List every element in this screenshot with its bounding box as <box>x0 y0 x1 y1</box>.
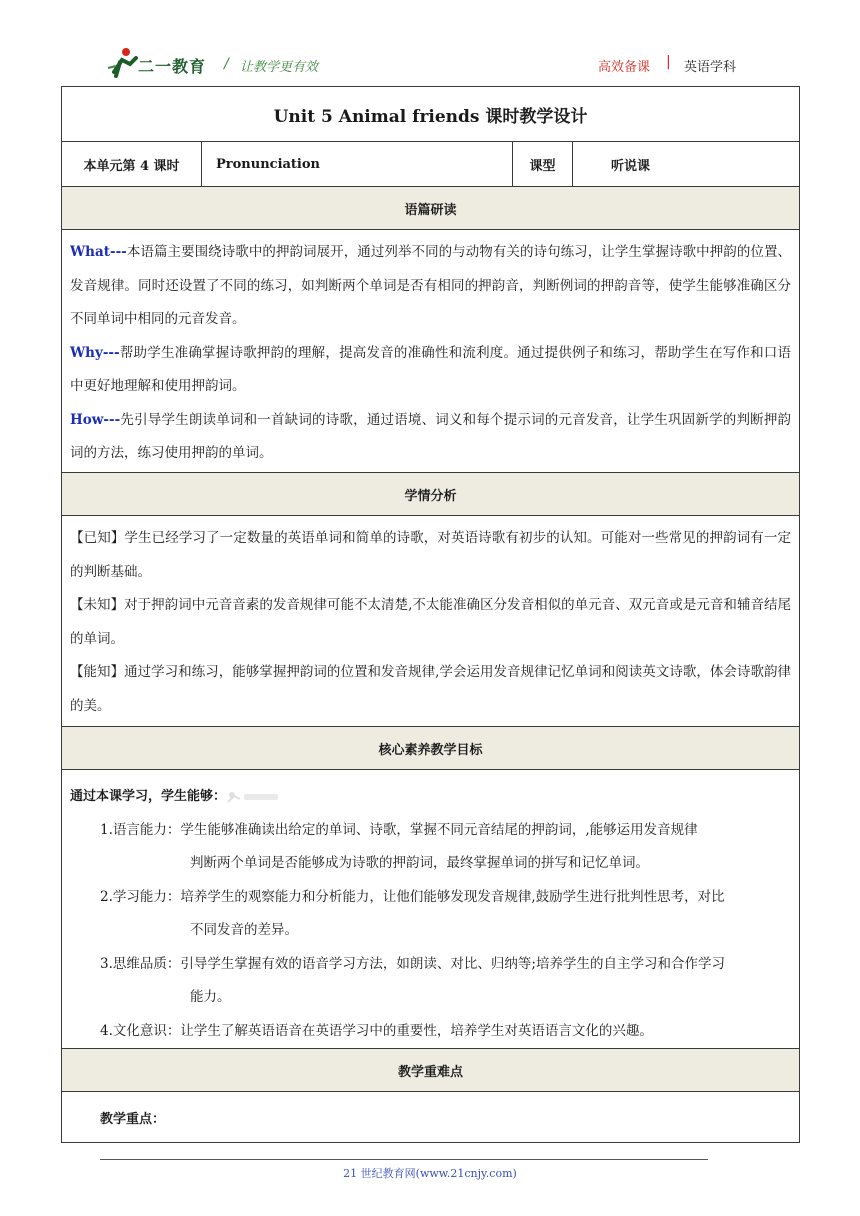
objective-item-3 <box>70 948 791 1015</box>
objective-3-line2: 能力。 <box>190 989 231 1005</box>
objective-item-1 <box>70 814 791 881</box>
lesson-type-label: 课型 <box>513 142 573 187</box>
brand-logo <box>106 46 216 82</box>
footer-source: 21 世纪教育网(www.21cnjy.com) <box>343 1167 517 1180</box>
objectives-body <box>62 770 800 1049</box>
section-heading-objectives: 核心素养教学目标 <box>62 727 800 770</box>
able-paragraph: 【能知】通过学习和练习，能够掌握押韵词的位置和发音规律,学会运用发音规律记忆单词和阅读英文诗歌，体会诗歌韵律的美。 <box>70 664 792 714</box>
slogan-separator: / <box>224 56 229 72</box>
key-points-label: 教学重点： <box>62 1092 800 1143</box>
lesson-plan-table <box>61 86 800 1143</box>
objective-3-label: 3.思维品质： <box>100 955 181 972</box>
why-paragraph <box>70 337 791 404</box>
slogan: 让教学更有效 <box>240 60 319 75</box>
what-paragraph <box>70 236 791 337</box>
objectives-intro-text: 通过本课学习，学生能够： <box>70 789 227 804</box>
objective-4-label: 4.文化意识： <box>100 1022 181 1039</box>
how-text: 先引导学生朗读单词和一首缺词的诗歌，通过语境、词义和每个提示词的元音发音，让学生巩固新学的判断押韵词的方法，练习使用押韵的单词。 <box>70 411 792 461</box>
objective-1-line2: 判断两个单词是否能够成为诗歌的押韵词，最终掌握单词的拼写和记忆单词。 <box>190 855 649 871</box>
header-tag-prep: 高效备课 <box>598 60 651 75</box>
what-keyword: What--- <box>70 244 127 260</box>
why-keyword: Why--- <box>70 344 120 361</box>
objective-item-2 <box>70 881 791 948</box>
objective-2-line1: 培养学生的观察能力和分析能力，让他们能够发现发音规律,鼓励学生进行批判性思考，对比 <box>180 888 725 905</box>
runner-logo-icon <box>106 46 140 80</box>
section-heading-analysis: 学情分析 <box>62 473 800 516</box>
period-label: 本单元第 4 课时 <box>62 142 202 187</box>
lesson-type-value: 听说课 <box>573 142 800 187</box>
page-header <box>0 0 860 86</box>
text-study-body <box>62 230 800 473</box>
section-heading-key-points: 教学重难点 <box>62 1049 800 1092</box>
objective-3-line1: 引导学生掌握有效的语音学习方法，如朗读、对比、归纳等;培养学生的自主学习和合作学习 <box>180 955 725 972</box>
footer-divider <box>100 1159 708 1160</box>
lesson-topic: Pronunciation <box>202 142 513 187</box>
objective-1-line1: 学生能够准确读出给定的单词、诗歌，掌握不同元音结尾的押韵词，,能够运用发音规律 <box>180 821 698 838</box>
document-title: Unit 5 Animal friends 课时教学设计 <box>62 87 800 142</box>
objective-2-label: 2.学习能力： <box>100 888 181 905</box>
section-heading-text-study: 语篇研读 <box>62 187 800 230</box>
objective-item-4 <box>70 1015 791 1049</box>
objectives-intro <box>70 780 791 814</box>
unknown-paragraph: 【未知】对于押韵词中元音音素的发音规律可能不太清楚,不太能准确区分发音相似的单元音、双元音或是元音和辅音结尾的单词。 <box>70 597 792 647</box>
objective-2-line2: 不同发音的差异。 <box>190 922 298 938</box>
why-text: 帮助学生准确掌握诗歌押韵的理解，提高发音的准确性和流利度。通过提供例子和练习，帮助学生在写作和口语中更好地理解和使用押韵词。 <box>70 344 792 394</box>
header-tag-subject: 英语学科 <box>684 60 737 75</box>
header-tag-separator: | <box>666 54 671 70</box>
known-paragraph: 【已知】学生已经学习了一定数量的英语单词和简单的诗歌，对英语诗歌有初步的认知。可能对一些常见的押韵词有一定的判断基础。 <box>70 530 792 580</box>
objective-1-label: 1.语言能力： <box>100 821 181 838</box>
watermark-logo-icon <box>226 790 282 804</box>
how-paragraph <box>70 404 791 471</box>
logo-text: 二一教育 <box>138 57 207 76</box>
analysis-body <box>62 516 800 727</box>
objective-4-line1: 让学生了解英语语音在英语学习中的重要性，培养学生对英语语言文化的兴趣。 <box>180 1022 653 1039</box>
what-text: 本语篇主要围绕诗歌中的押韵词展开，通过列举不同的与动物有关的诗句练习，让学生掌握诗歌中押韵的位置、发音规律。同时还设置了不同的练习，如判断两个单词是否有相同的押韵音，判断例词的押韵音等，使学生能够准确区分不同单词中相同的元音发音。 <box>70 244 792 327</box>
how-keyword: How--- <box>70 411 121 428</box>
